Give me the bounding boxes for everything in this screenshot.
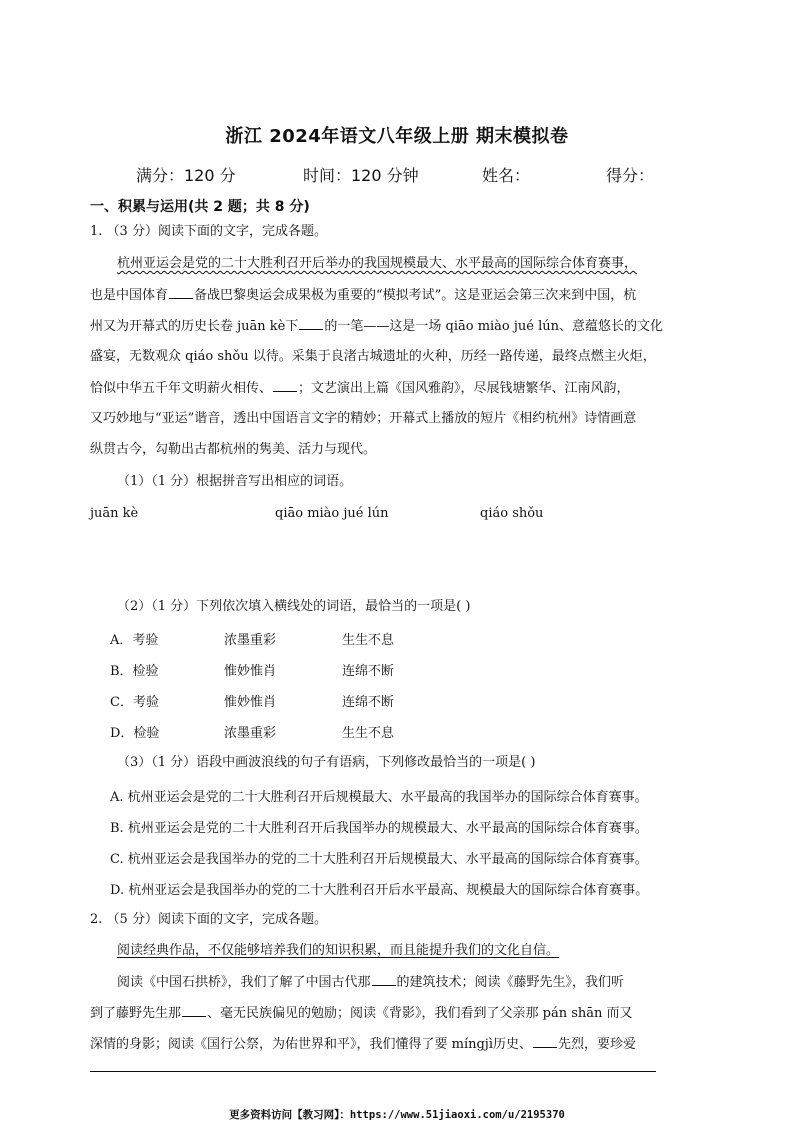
fill-blank [182, 1004, 206, 1017]
passage-line: 恰似中华五千年文明薪火相传、 ；文艺演出上篇《国风雅韵》，尽展钱塘繁华、江南风韵， [90, 381, 630, 396]
choice-word: 惟妙惟肖 [224, 695, 277, 710]
fill-blank [169, 286, 193, 299]
passage-line: 到了藤野先生那 、毫无民族偏见的勉励；阅读《背影》，我们看到了父亲那 pán shān 而又 [90, 1006, 633, 1021]
question-1-intro [90, 223, 327, 241]
choice-option-a[interactable]: A. 杭州亚运会是党的二十大胜利召开后规模最大、水平最高的我国举办的国际综合体育赛事。 [110, 790, 648, 805]
subquestion-1-prompt: （1）（1 分）根据拼音写出相应的词语。 [117, 474, 353, 489]
wavy-underlined-sentence: 杭州亚运会是党的二十大胜利召开后举办的我国规模最大、水平最高的国际综合体育赛事， [117, 256, 638, 271]
subquestion-3-prompt: （3）（1 分）语段中画波浪线的句子有语病，下列修改最恰当的一项是( ) [117, 755, 536, 770]
pinyin-item: qiáo shǒu [480, 506, 544, 521]
subquestion-2-prompt: （2）（1 分）下列依次填入横线处的词语，最恰当的一项是( ) [117, 599, 471, 614]
choice-option-c[interactable]: C. 杭州亚运会是我国举办的党的二十大胜利召开后规模最大、水平最高的国际综合体育赛事。 [110, 852, 648, 867]
pinyin-item: juān kè [90, 506, 139, 521]
question-number: 1. [90, 224, 103, 239]
name-field-label: 姓名： [482, 166, 531, 185]
passage-line: 州又为开幕式的历史长卷 juān kè下 的一笔——这是一场 qiāo miào jué lún、意蕴悠长的文化 [90, 319, 664, 334]
passage-line [117, 255, 637, 273]
fill-blank [299, 317, 323, 330]
choice-word: 浓墨重彩 [224, 633, 277, 648]
choice-word: 连绵不断 [342, 695, 395, 710]
score-field-label: 得分： [606, 166, 655, 185]
passage-line: 也是中国体育 备战巴黎奥运会成果极为重要的“模拟考试”。这是亚运会第三次来到中国，杭 [90, 288, 637, 303]
pinyin-item: qiāo miào jué lún [275, 506, 389, 521]
exam-time: 时间：120 分钟 [303, 166, 419, 185]
choice-option-b[interactable]: B．检验 [110, 664, 159, 679]
question-text: （3 分）阅读下面的文字，完成各题。 [106, 224, 327, 239]
fill-blank [372, 973, 396, 986]
fill-blank [273, 379, 297, 392]
passage-line: 纵贯古今，勾勒出古都杭州的隽美、活力与现代。 [90, 442, 377, 457]
passage-line [117, 942, 559, 960]
choice-option-d[interactable]: D．检验 [110, 726, 160, 741]
footer-link[interactable]: 更多资料访问【教习网】：https://www.51jiaoxi.com/u/2195370 [229, 1109, 565, 1121]
choice-option-a[interactable]: A．考验 [110, 633, 159, 648]
passage-line: 又巧妙地与“亚运”谐音，透出中国语言文字的精妙；开幕式上播放的短片《相约杭州》诗情画意 [90, 411, 637, 426]
question-text: （5 分）阅读下面的文字，完成各题。 [106, 912, 327, 927]
question-number: 2. [90, 912, 103, 927]
choice-option-c[interactable]: C．考验 [110, 695, 159, 710]
choice-word: 浓墨重彩 [224, 726, 277, 741]
divider [90, 1071, 656, 1072]
page-title: 浙江 2024年语文八年级上册 期末模拟卷 [225, 126, 569, 147]
fill-blank [533, 1035, 557, 1048]
passage-line: 盛宴，无数观众 qiáo shǒu 以待。采集于良渚古城遗址的火种，历经一路传递，最终点燃主火炬， [90, 349, 656, 364]
choice-option-d[interactable]: D. 杭州亚运会是我国举办的党的二十大胜利召开后水平最高、规模最大的国际综合体育赛事。 [110, 883, 649, 898]
question-2-intro [90, 911, 327, 929]
full-score: 满分：120 分 [136, 166, 236, 185]
underlined-sentence: 阅读经典作品，不仅能够培养我们的知识积累，而且能提升我们的文化自信。 [117, 943, 560, 958]
choice-word: 生生不息 [342, 633, 395, 648]
choice-option-b[interactable]: B. 杭州亚运会是党的二十大胜利召开后我国举办的规模最大、水平最高的国际综合体育赛事。 [110, 821, 648, 836]
choice-word: 惟妙惟肖 [224, 664, 277, 679]
passage-line: 阅读《中国石拱桥》，我们了解了中国古代那 的建筑技术；阅读《藤野先生》，我们听 [117, 975, 625, 990]
choice-word: 生生不息 [342, 726, 395, 741]
choice-word: 连绵不断 [342, 664, 395, 679]
section-heading: 一、积累与运用(共 2 题；共 8 分) [90, 199, 310, 215]
passage-line: 深情的身影；阅读《国行公祭，为佑世界和平》，我们懂得了要 míngjì历史、 先烈，要珍爱 [90, 1037, 637, 1052]
